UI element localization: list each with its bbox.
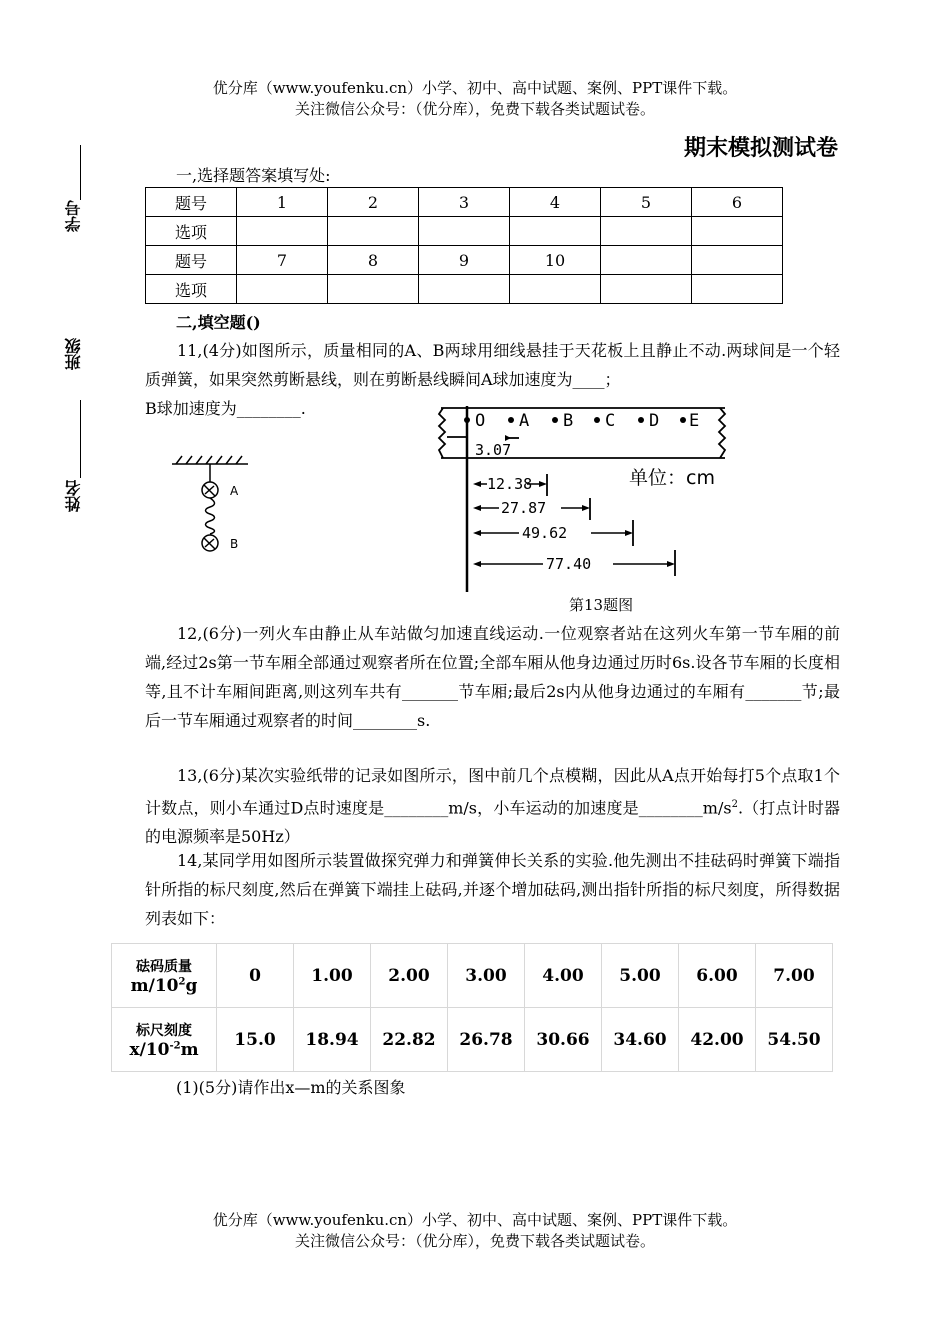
row2-label-exp: -2 (169, 1039, 181, 1051)
label-b: B (230, 537, 239, 551)
q11-text: 11,(4分)如图所示，质量相同的A、B两球用细线悬挂于天花板上且静止不动.两球间是一个轻质弹簧，如果突然剪断悬线，则在剪断悬线瞬间A球加速度为____； (145, 341, 840, 389)
row1-label-exp: 2 (178, 975, 186, 987)
row1-label-main: m/10 (130, 975, 179, 996)
sub-question-1: (1)(5分)请作出x—m的关系图象 (176, 1078, 406, 1097)
mass-cell: 1.00 (294, 944, 371, 1008)
q12-text: 12,(6分)一列火车由静止从车站做匀加速直线运动.一位观察者站在这列火车第一节车厢的前端,经过2s第一节车厢全部通过观察者所在位置;全部车厢从他身边通过历时6s.设各节车厢的长度相等,且不计车厢间距离,则这列车共有_______节车厢;最后2s内从他身边通过的车厢有_______节;最后一节车厢通过观察者的时间________s. (145, 624, 840, 730)
mass-cell: 0 (217, 944, 294, 1008)
scale-cell: 18.94 (294, 1008, 371, 1072)
scale-cell: 15.0 (217, 1008, 294, 1072)
q13-body: 13,(6分)某次实验纸带的记录如图所示，图中前几个点模糊，因此从A点开始每打5个点取1个计数点，则小车通过D点时速度是________m/s，小车运动的加速度是________m/s (145, 766, 840, 818)
q13-sup: 2 (731, 799, 738, 810)
row1-label-top: 砝码质量 (136, 958, 192, 975)
class-line (80, 400, 81, 478)
answer-cell-9[interactable] (419, 275, 510, 304)
row1-label-unit: g (185, 975, 198, 996)
header-line-1: 优分库（www.youfenku.cn）小学、初中、高中试题、案例、PPT课件下载。 (212, 79, 738, 97)
tape-point-a: A (519, 411, 530, 431)
unit-label: 单位：cm (629, 467, 715, 489)
answer-cell-5[interactable] (601, 217, 692, 246)
label-a: A (230, 484, 239, 498)
cell: 10 (510, 246, 601, 275)
page-title: 期末模拟测试卷 (683, 136, 838, 161)
tape-point-e: E (689, 411, 700, 431)
measure-49-62: 49.62 (522, 524, 568, 542)
cell: 4 (510, 188, 601, 217)
row2-label-top: 标尺刻度 (136, 1022, 192, 1039)
answer-table (145, 187, 783, 304)
section2-heading: 二,填空题() (176, 313, 261, 332)
cell: 选项 (146, 217, 237, 246)
mass-cell: 2.00 (371, 944, 448, 1008)
tape-point-c: C (605, 411, 616, 431)
answer-cell-10[interactable] (510, 275, 601, 304)
scale-cell: 26.78 (448, 1008, 525, 1072)
scale-cell: 22.82 (371, 1008, 448, 1072)
cell: 选项 (146, 275, 237, 304)
spring-figure (160, 452, 270, 562)
scale-cell: 42.00 (679, 1008, 756, 1072)
header-line-2: 关注微信公众号：（优分库），免费下载各类试题试卷。 (294, 100, 655, 118)
cell (601, 246, 692, 275)
section1-heading: 一,选择题答案填写处: (176, 166, 331, 185)
cell: 2 (328, 188, 419, 217)
q13-tail: .（打点计时器的电源频率是50Hz） (145, 798, 840, 847)
answer-cell-7[interactable] (237, 275, 328, 304)
footer-line-1: 优分库（www.youfenku.cn）小学、初中、高中试题、案例、PPT课件下载。 (212, 1211, 738, 1229)
row2-label-bottom (112, 1040, 216, 1060)
cell: 题号 (146, 246, 237, 275)
cell: 1 (237, 188, 328, 217)
figure-caption: 第13题图 (569, 596, 634, 614)
side-label-student-no: 学号 (64, 200, 83, 232)
student-no-line (80, 145, 81, 200)
q14-text: 14,某同学用如图所示装置做探究弹力和弹簧伸长关系的实验.他先测出不挂砝码时弹簧下端指针所指的标尺刻度,然后在弹簧下端挂上砝码,并逐个增加砝码,测出指针所指的标尺刻度，所得数据列表如下： (145, 851, 840, 928)
cell (692, 246, 783, 275)
side-label-name: 姓名 (64, 480, 83, 512)
cell: 8 (328, 246, 419, 275)
side-label-class: 班级 (64, 338, 83, 370)
mass-cell: 7.00 (756, 944, 833, 1008)
answer-cell-6[interactable] (692, 217, 783, 246)
mass-cell: 5.00 (602, 944, 679, 1008)
tape-point-d: D (649, 411, 660, 431)
tape-figure (435, 404, 735, 594)
q13-text (145, 761, 840, 851)
mass-cell: 3.00 (448, 944, 525, 1008)
cell: 7 (237, 246, 328, 275)
answer-cell-1[interactable] (237, 217, 328, 246)
data-table (111, 943, 833, 1072)
answer-cell-11[interactable] (601, 275, 692, 304)
row1-label-bottom (112, 976, 216, 996)
scale-cell: 30.66 (525, 1008, 602, 1072)
row1-label (112, 944, 217, 1008)
row2-label (112, 1008, 217, 1072)
answer-cell-4[interactable] (510, 217, 601, 246)
scale-cell: 54.50 (756, 1008, 833, 1072)
cell: 5 (601, 188, 692, 217)
answer-cell-12[interactable] (692, 275, 783, 304)
q11-text-2: B球加速度为________. (145, 399, 306, 418)
tape-point-b: B (563, 411, 574, 431)
footer-line-2: 关注微信公众号：（优分库），免费下载各类试题试卷。 (294, 1232, 655, 1250)
measure-27-87: 27.87 (501, 499, 547, 517)
cell: 3 (419, 188, 510, 217)
row2-label-unit: m (180, 1039, 199, 1060)
tape-point-o: O (475, 411, 486, 431)
answer-cell-2[interactable] (328, 217, 419, 246)
cell: 题号 (146, 188, 237, 217)
answer-cell-8[interactable] (328, 275, 419, 304)
mass-cell: 6.00 (679, 944, 756, 1008)
measure-12-38: 12.38 (487, 475, 533, 493)
measure-3-07: 3.07 (475, 441, 512, 459)
cell: 9 (419, 246, 510, 275)
row2-label-main: x/10 (129, 1039, 170, 1060)
measure-77-40: 77.40 (546, 555, 592, 573)
mass-cell: 4.00 (525, 944, 602, 1008)
answer-cell-3[interactable] (419, 217, 510, 246)
cell: 6 (692, 188, 783, 217)
scale-cell: 34.60 (602, 1008, 679, 1072)
